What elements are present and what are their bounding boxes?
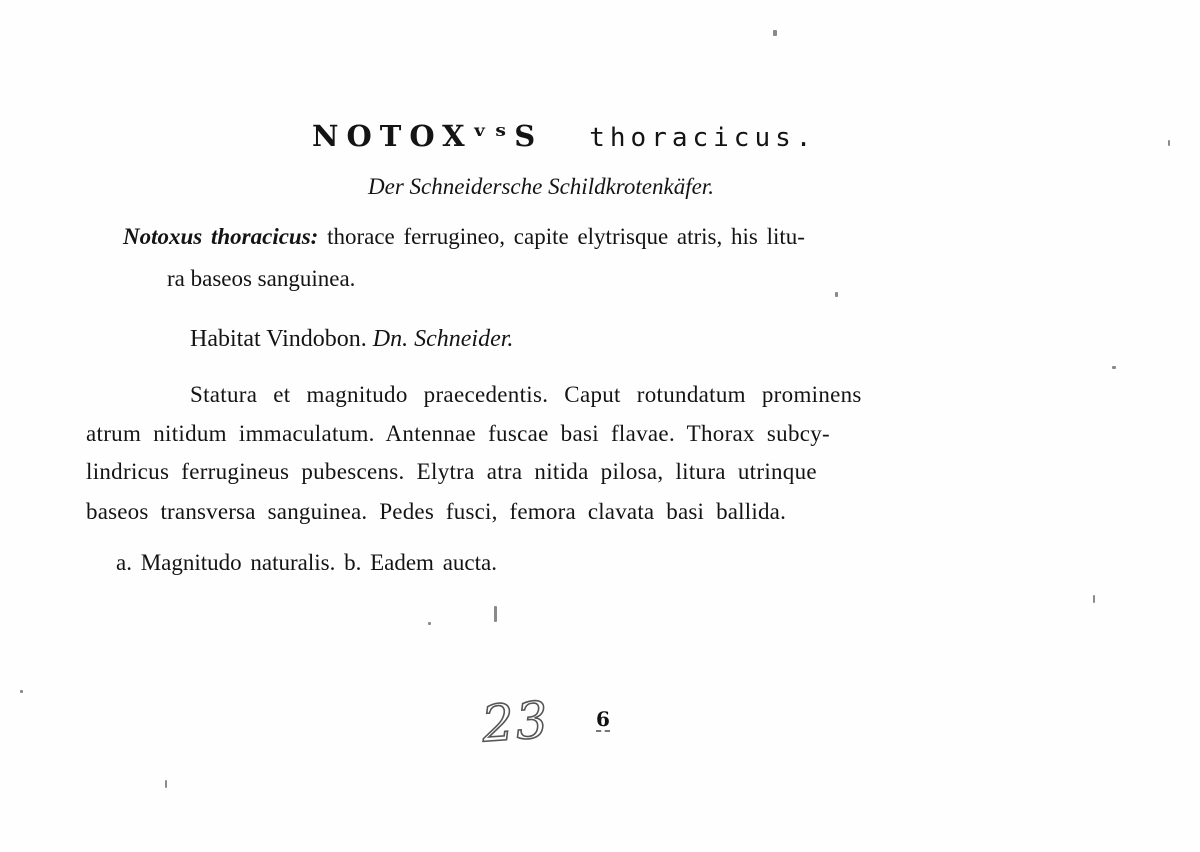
scan-speck: [1093, 595, 1095, 603]
german-common-name: Der Schneidersche Schildkrotenkäfer.: [368, 174, 714, 199]
scan-speck: [494, 606, 497, 622]
species-name: thoracicus.: [589, 123, 817, 153]
genus-name: NOTOXᵛˢS: [312, 119, 544, 153]
scan-speck: [1112, 366, 1116, 369]
diagnosis-species-name: Notoxus thoracicus:: [123, 224, 319, 249]
scan-speck: [20, 690, 23, 693]
scan-speck: [428, 622, 431, 625]
scan-speck: [835, 292, 838, 297]
description-line: Statura et magnitudo praecedentis. Caput rotundatum prominens: [190, 382, 862, 407]
description-line: baseos transversa sanguinea. Pedes fusci, femora clavata basi ballida.: [86, 499, 787, 524]
page-number: 6: [596, 707, 610, 731]
figure-legend: a. Magnitudo naturalis. b. Eadem aucta.: [116, 550, 497, 575]
habitat-text: Habitat Vindobon.: [190, 326, 367, 352]
habitat-line: [190, 326, 513, 353]
diagnosis-line-2: ra baseos sanguinea.: [167, 266, 356, 291]
diagnosis-line-1: [123, 224, 805, 250]
scan-speck: [1168, 140, 1170, 146]
habitat-collector: Dn. Schneider.: [372, 326, 514, 352]
diagnosis-text: thorace ferrugineo, capite elytrisque atris, his litu-: [327, 224, 805, 249]
description-line: atrum nitidum immaculatum. Antennae fuscae basi flavae. Thorax subcy-: [86, 421, 831, 446]
description-line: lindricus ferrugineus pubescens. Elytra atra nitida pilosa, litura utrinque: [86, 459, 817, 484]
scan-speck: [165, 780, 167, 788]
species-title: [312, 118, 816, 154]
pencil-annotation: 23: [480, 690, 552, 754]
scan-speck: [773, 30, 777, 36]
